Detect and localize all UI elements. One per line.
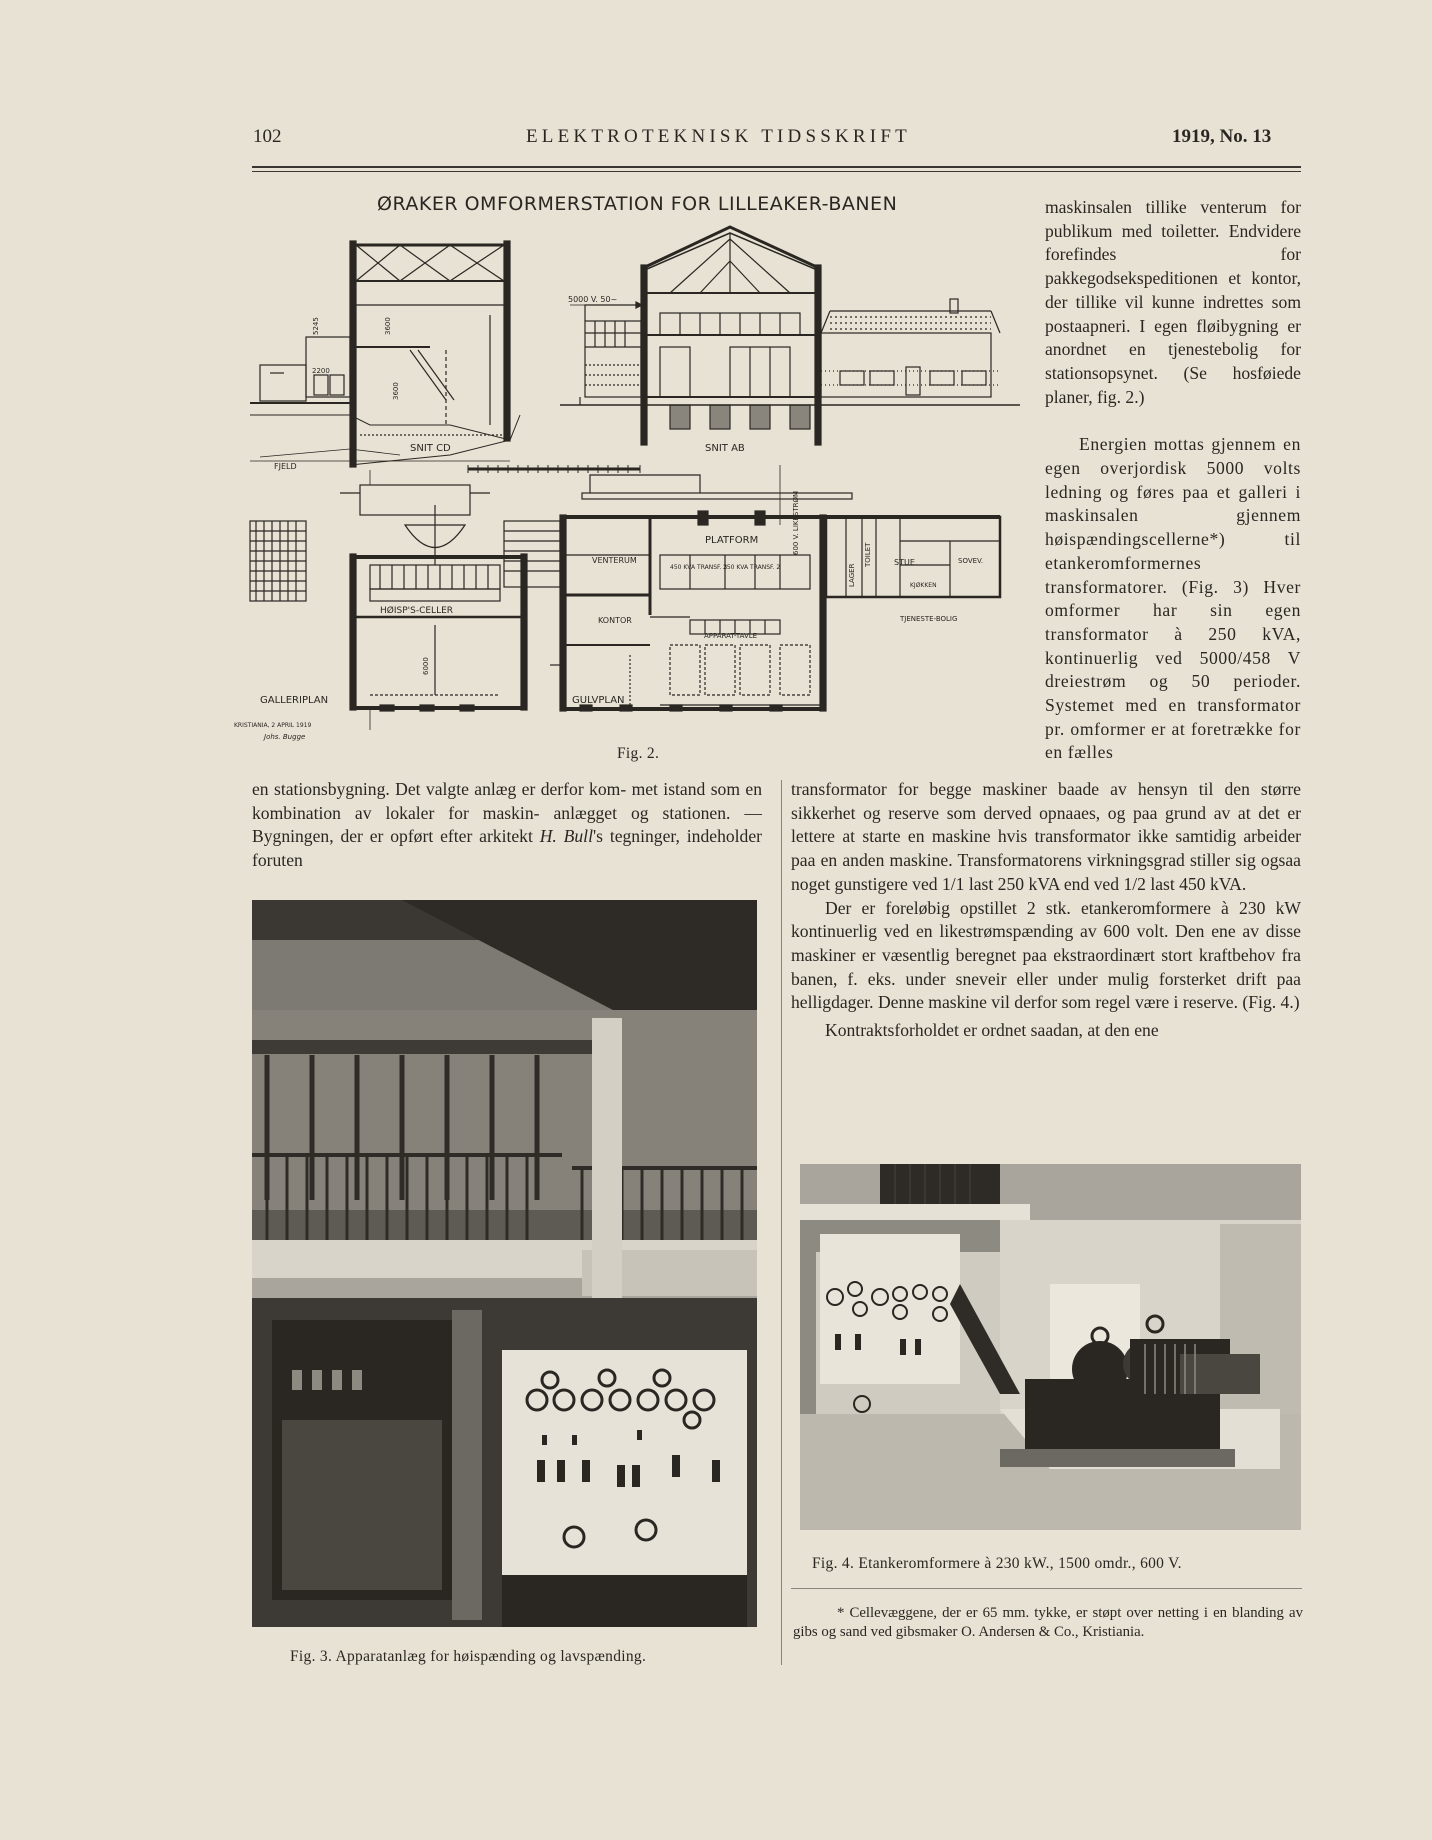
column-divider <box>781 780 782 1665</box>
gulvplan-label: GULVPLAN <box>572 695 625 706</box>
tjenestebolig-label: TJENESTE-BOLIG <box>900 615 958 623</box>
right-col-p3: Der er foreløbig opstillet 2 stk. etankeromformere à 230 kW kontinuerlig ved en likestrømspænding av 600 volt. Den ene av disse maskiner er væsentlig beregnet paa ekstraordinært stort kraftbehov fra banen, f. eks. under sneveir eller under mulig forsterket drift paa helligdager. Denne maskine vil derfor som regel være i reserve. (Fig. 4.) <box>791 897 1301 1013</box>
footnote-rule <box>791 1588 1302 1589</box>
right-col-p2-cont: transformator for begge maskiner baade av hensyn til den større sikkerhet og reserve som derved opnaaes, og paa grund av at det er lettere at starte en maskine hvis transformator ikke samtidig arbeider paa en anden maskine. Transformatorens virkningsgrad stiller sig ogsaa noget gunstigere ved 1/1 last 250 kVA end ved 1/2 last 450 kVA. <box>791 779 1301 894</box>
dim-2200: 2200 <box>312 367 330 375</box>
figure3-caption: Fig. 3. Apparatanlæg for høispænding og lavspænding. <box>290 1648 647 1665</box>
galleriplan-label: GALLERIPLAN <box>260 695 329 706</box>
figure2-drawing <box>234 225 1020 745</box>
snit-ab-label: SNIT AB <box>705 443 745 454</box>
figure4-photo <box>800 1164 1301 1530</box>
section-cd <box>250 241 520 467</box>
fjeld-label: FJELD <box>274 462 297 471</box>
toilet-label: TOILET <box>864 542 872 567</box>
header-rule <box>252 166 1301 168</box>
galleriplan <box>250 485 560 711</box>
dim-3600b: 3600 <box>384 317 392 335</box>
sovev-label: SOVEV. <box>958 557 984 565</box>
right-col-p4: Kontraktsforholdet er ordnet saadan, at den ene <box>825 1020 1159 1041</box>
left-line-3: anlægget og stationen. — Bygningen, der er opført <box>252 802 763 847</box>
signature-name: Johs. Bugge <box>264 733 306 741</box>
right-col-top-text: maskinsalen tillike venterum for publikum med toiletter. Endvidere forefindes for pakkegodsekspeditionen et kontor, der tillike vil kunne indrettes som postaapneri. I egen fløibygning er anordnet en tjenestebolig for stationsopsynet. (Se hosføiede planer, fig. 2.) <box>1045 197 1301 407</box>
platform-label: PLATFORM <box>705 535 759 546</box>
voltage-label: 5000 V. 50~ <box>568 295 618 304</box>
architect-name: H. Bull <box>539 826 593 847</box>
left-line-1: en stationsbygning. Det valgte anlæg er derfor kom- <box>252 779 627 799</box>
footnote: * Cellevæggene, der er 65 mm. tykke, er støpt over netting i en blanding av gibs og sand ved gibsmaker O. Andersen & Co., Kristiania. <box>793 1605 1303 1640</box>
dim-5245: 5245 <box>312 317 320 335</box>
right-col-text <box>791 778 1301 1043</box>
dim-3600a: 3600 <box>392 382 400 400</box>
left-col-p1 <box>252 778 762 873</box>
stue-label: STUE <box>894 558 915 567</box>
issue-number: 1919, No. 13 <box>1172 126 1272 147</box>
trans-2-label: 250 KVA TRANSF. 2 <box>723 564 781 571</box>
journal-title: ELEKTROTEKNISK TIDSSKRIFT <box>526 126 911 147</box>
left-line-4b: 's tegninger, indeholder foruten <box>252 826 763 871</box>
snit-cd-label: SNIT CD <box>410 443 451 454</box>
left-line-4a: efter arkitekt <box>440 826 540 847</box>
signature-date: KRISTIANIA, 2 APRIL 1919 <box>234 722 312 729</box>
left-line-2: met istand som en kombination av lokaler for maskin- <box>252 779 762 823</box>
header-rule-thin <box>252 171 1301 172</box>
right-col-p2: Energien mottas gjennem en egen overjordisk 5000 volts ledning og føres paa et galleri i maskinsalen gjennem høispændingscellerne*) til etankeromformernes transformatorer. (Fig. 3) Hver omformer har sin egen transformator à 250 kVA, kontinuerlig ved 5000/458 V dreiestrøm og 50 perioder. Systemet med en transformator pr. omformer er at foretrække for en fælles <box>1045 434 1301 763</box>
dim-6000: 6000 <box>422 657 430 675</box>
hoisp-celler-label: HØISP'S-CELLER <box>380 606 454 616</box>
figure2-title: ØRAKER OMFORMERSTATION FOR LILLEAKER-BANEN <box>377 193 898 215</box>
likestrom-label: 600 V. LIKESTRØM <box>792 490 800 555</box>
left-col-text <box>252 778 762 873</box>
figure3-photo <box>252 900 757 1627</box>
page-number: 102 <box>253 126 282 147</box>
trans-1-label: 450 KVA TRANSF. 3 <box>670 564 728 571</box>
right-col-top <box>1045 196 1301 765</box>
venterum-label: VENTERUM <box>592 556 637 565</box>
kontor-label: KONTOR <box>598 616 632 625</box>
apparattavle-label: APPARAT-TAVLE <box>704 632 758 640</box>
kjokken-label: KJØKKEN <box>910 582 937 589</box>
figure4-caption: Fig. 4. Etankeromformere à 230 kW., 1500 omdr., 600 V. <box>812 1555 1182 1572</box>
lager-label: LAGER <box>848 563 856 587</box>
section-ab <box>560 227 1020 445</box>
figure2-caption: Fig. 2. <box>617 745 660 762</box>
scale-bar <box>468 465 640 473</box>
